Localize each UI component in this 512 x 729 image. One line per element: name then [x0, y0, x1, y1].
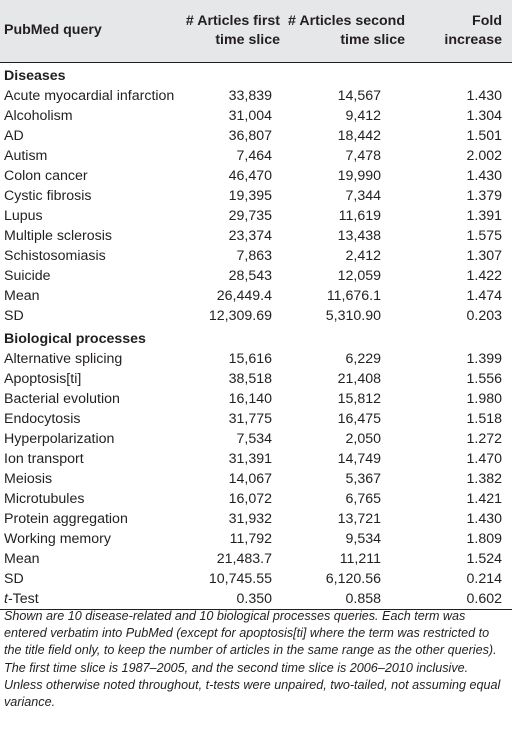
section-row-processes: [0, 326, 512, 349]
cell-query: Alcoholism: [4, 107, 73, 124]
cell-fold: 1.501: [466, 127, 502, 144]
cell-first: 12,309.69: [208, 307, 272, 324]
cell-fold: 1.474: [466, 287, 502, 304]
table-row: [0, 409, 512, 429]
cell-query: Multiple sclerosis: [4, 227, 113, 244]
cell-first: 38,518: [228, 370, 272, 387]
header-fold-increase: Fold increase: [444, 12, 502, 48]
cell-fold: 1.307: [466, 247, 502, 264]
cell-second: 12,059: [337, 267, 381, 284]
cell-first: 31,932: [228, 510, 272, 527]
ttest-t-italic: t: [4, 590, 8, 607]
cell-second: 7,344: [345, 187, 381, 204]
table-row: [0, 389, 512, 409]
cell-second: 6,120.56: [325, 570, 381, 587]
cell-second: 15,812: [337, 390, 381, 407]
table-row: [0, 509, 512, 529]
cell-fold: 1.430: [466, 510, 502, 527]
table-row: [0, 106, 512, 126]
cell-second: 14,567: [337, 87, 381, 104]
cell-fold: 0.602: [413, 589, 512, 610]
cell-query: Protein aggregation: [4, 510, 128, 527]
cell-first: 7,534: [236, 430, 272, 447]
cell-fold: 1.382: [466, 470, 502, 487]
cell-second: 16,475: [337, 410, 381, 427]
cell-second: 21,408: [337, 370, 381, 387]
cell-second: 13,721: [337, 510, 381, 527]
table-row: [0, 186, 512, 206]
cell-second: 6,765: [345, 490, 381, 507]
cell-second: 7,478: [345, 147, 381, 164]
cell-first: 28,543: [228, 267, 272, 284]
cell-fold: 1.524: [466, 550, 502, 567]
cell-fold: 1.391: [466, 207, 502, 224]
cell-fold: 1.809: [466, 530, 502, 547]
cell-fold: 1.518: [466, 410, 502, 427]
cell-first: 0.350: [183, 589, 288, 610]
table-row: [0, 569, 512, 589]
cell-query: SD: [4, 570, 24, 587]
table-row: [0, 286, 512, 306]
cell-second: 5,310.90: [325, 307, 381, 324]
cell-fold: 1.556: [466, 370, 502, 387]
cell-first: 26,449.4: [216, 287, 272, 304]
cell-fold: 1.430: [466, 87, 502, 104]
cell-query: Autism: [4, 147, 48, 164]
table-row: [0, 226, 512, 246]
section-row-diseases: [0, 62, 512, 86]
cell-fold: 1.421: [466, 490, 502, 507]
cell-first: 11,792: [229, 530, 272, 547]
table-footnote: Shown are 10 disease-related and 10 biological processes queries. Each term was entered verbatim into PubMed (except for apoptosis[ti] where the term was restricted to the title field only, to keep the number of articles in the same range as the other queries). The first time slice is 1987–2005, and the second time slice is 2006–2010 inclusive. Unless otherwise noted throughout, t-tests were unpaired, two-tailed, not assuming equal variance.: [4, 609, 501, 710]
table-row: [0, 429, 512, 449]
cell-second: 11,676.1: [326, 287, 381, 304]
cell-first: 16,140: [228, 390, 272, 407]
cell-fold: 1.304: [466, 107, 502, 124]
cell-fold: 0.203: [466, 307, 502, 324]
cell-second: 11,619: [338, 207, 381, 224]
cell-second: 9,412: [345, 107, 381, 124]
cell-fold: 1.272: [466, 430, 502, 447]
cell-second: 14,749: [337, 450, 381, 467]
cell-second: 18,442: [337, 127, 381, 144]
table-row: [0, 469, 512, 489]
cell-first: 29,735: [228, 207, 272, 224]
cell-second: 5,367: [345, 470, 381, 487]
cell-first: 31,391: [228, 450, 272, 467]
section-label-diseases: Diseases: [4, 67, 66, 84]
table-row: [0, 449, 512, 469]
cell-fold: 1.430: [466, 167, 502, 184]
cell-query: Bacterial evolution: [4, 390, 120, 407]
table-row: [0, 306, 512, 326]
header-first-slice: # Articles first time slice: [185, 12, 280, 48]
cell-first: 19,395: [228, 187, 272, 204]
cell-first: 16,072: [228, 490, 272, 507]
cell-query: Colon cancer: [4, 167, 88, 184]
table-row: [0, 246, 512, 266]
cell-query: SD: [4, 307, 24, 324]
table-row: [0, 166, 512, 186]
cell-fold: 1.470: [466, 450, 502, 467]
table-row: [0, 146, 512, 166]
section-label-processes: Biological processes: [4, 330, 146, 347]
table-row: [0, 529, 512, 549]
cell-query: Mean: [4, 550, 40, 567]
cell-query: AD: [4, 127, 24, 144]
cell-query: Endocytosis: [4, 410, 81, 427]
cell-query: Suicide: [4, 267, 51, 284]
cell-query: Acute myocardial infarction: [4, 87, 175, 104]
cell-second: 19,990: [337, 167, 381, 184]
cell-second: 6,229: [345, 350, 381, 367]
cell-first: 23,374: [228, 227, 272, 244]
cell-fold: 2.002: [466, 147, 502, 164]
ttest-label-rest: -Test: [7, 590, 39, 607]
cell-fold: 1.379: [466, 187, 502, 204]
table-row: [0, 266, 512, 286]
table-header: [0, 0, 512, 62]
cell-first: 15,616: [228, 350, 272, 367]
cell-query: Mean: [4, 287, 40, 304]
header-second-slice: # Articles second time slice: [288, 12, 405, 48]
cell-first: 46,470: [228, 167, 272, 184]
table-row: [0, 489, 512, 509]
cell-second: 2,050: [345, 430, 381, 447]
table-row: [0, 126, 512, 146]
cell-query: Meiosis: [4, 470, 53, 487]
cell-query: Schistosomiasis: [4, 247, 106, 264]
cell-query: Alternative splicing: [4, 350, 123, 367]
cell-fold: 0.214: [466, 570, 502, 587]
cell-first: 31,775: [228, 410, 272, 427]
cell-first: 10,745.55: [208, 570, 272, 587]
cell-first: 21,483.7: [216, 550, 272, 567]
cell-query: Lupus: [4, 207, 43, 224]
header-query: PubMed query: [4, 22, 102, 39]
cell-query: Cystic fibrosis: [4, 187, 92, 204]
table-row: [0, 369, 512, 389]
cell-first: 36,807: [228, 127, 272, 144]
cell-first: 7,863: [236, 247, 272, 264]
cell-second: 0.858: [288, 589, 413, 610]
cell-query: Working memory: [4, 530, 111, 547]
cell-query-ttest: [0, 589, 183, 610]
table-row: [0, 86, 512, 106]
cell-second: 2,412: [345, 247, 381, 264]
cell-second: 11,211: [339, 550, 381, 567]
cell-first: 14,067: [228, 470, 272, 487]
table-row: [0, 349, 512, 369]
cell-fold: 1.980: [466, 390, 502, 407]
cell-query: Microtubules: [4, 490, 85, 507]
cell-first: 33,839: [228, 87, 272, 104]
cell-second: 13,438: [337, 227, 381, 244]
ttest-row: [0, 589, 512, 610]
cell-fold: 1.399: [466, 350, 502, 367]
cell-first: 7,464: [236, 147, 272, 164]
cell-query: Apoptosis[ti]: [4, 370, 82, 387]
cell-fold: 1.422: [466, 267, 502, 284]
cell-query: Hyperpolarization: [4, 430, 115, 447]
cell-fold: 1.575: [466, 227, 502, 244]
table-row: [0, 549, 512, 569]
table-row: [0, 206, 512, 226]
table-body: [0, 62, 512, 609]
cell-second: 9,534: [345, 530, 381, 547]
cell-first: 31,004: [228, 107, 272, 124]
cell-query: Ion transport: [4, 450, 84, 467]
